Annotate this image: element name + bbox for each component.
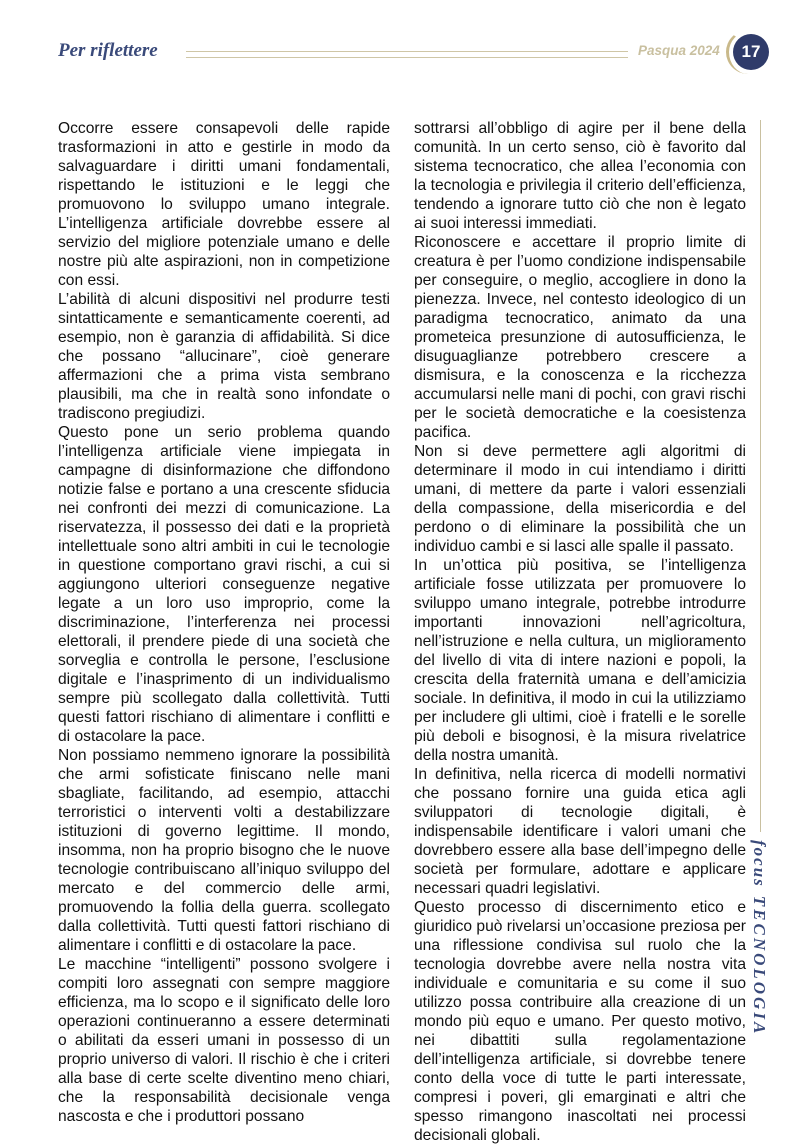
paragraph: Non possiamo nemmeno ignorare la possibilità che armi sofisticate finiscano nelle mani sbagliate, facilitando, ad esempio, attacchi terroristici o interventi volti a destabilizzare istituzioni di governo legittime. Il mondo, insomma, non ha proprio bisogno che le nuove tecnologie contribuiscano all’iniquo sviluppo del mercato e del commercio delle armi, promuovendo la follia della guerra. scollegato dalla collettività. Tutti questi fattori rischiano di alimentare i conflitti e di ostacolare la pace. [58, 747, 390, 954]
paragraph: L’abilità di alcuni dispositivi nel produrre testi sintatticamente e semanticamente coerenti, ad esempio, non è garanzia di affidabilità. Si dice che possano “allucinare”, cioè generare affermazioni che a prima vista sembrano plausibili, ma che in realtà sono infondate o tradiscono pregiudizi. [58, 291, 390, 422]
right-column [414, 119, 746, 1145]
side-rule [760, 120, 761, 832]
side-label-topic: TECNOLOGIA [750, 895, 769, 1037]
paragraph: In definitiva, nella ricerca di modelli normativi che possano fornire una guida etica agli sviluppatori di tecnologie digitali, è indispensabile identificare i valori umani che dovrebbero essere alla base dell’impegno delle società per formulare, adottare e applicare necessari quadri legislativi. [414, 766, 746, 897]
paragraph: Le macchine “intelligenti” possono svolgere i compiti loro assegnati con sempre maggiore efficienza, ma lo scopo e il significato delle loro operazioni continueranno a essere determinati o abilitati da esseri umani in possesso di un proprio universo di valori. Il rischio è che i criteri alla base di certe scelte diventino meno chiari, che la responsabilità decisionale venga nascosta e che i produttori possano [58, 956, 390, 1125]
side-label [743, 840, 773, 1080]
side-label-focus: focus [750, 840, 769, 888]
paragraph: Riconoscere e accettare il proprio limite di creatura è per l’uomo condizione indispensabile per conseguire, o meglio, accogliere in dono la pienezza. Invece, nel contesto ideologico di un paradigma tecnocratico, animato da una prometeica presunzione di autosufficienza, le disuguaglianze potrebbero crescere a dismisura, e la conoscenza e la ricchezza accumularsi nelle mani di pochi, con gravi rischi per le società democratiche e la coesistenza pacifica. [414, 234, 746, 441]
paragraph: sottrarsi all’obbligo di agire per il bene della comunità. In un certo senso, ciò è favorito dal sistema tecnocratico, che allea l’economia con la tecnologia e privilegia il criterio dell’efficienza, tendendo a ignorare tutto ciò che non è legato ai suoi interessi immediati. [414, 120, 746, 232]
paragraph: In un’ottica più positiva, se l’intelligenza artificiale fosse utilizzata per promuovere lo sviluppo umano integrale, potrebbe introdurre importanti innovazioni nell’agricoltura, nell’istruzione e nella cultura, un miglioramento del livello di vita di intere nazioni e popoli, la crescita della fraternità umana e dell’amicizia sociale. In definitiva, il modo in cui la utilizziamo per includere gli ultimi, cioè i fratelli e le sorelle più deboli e bisognosi, è la misura rivelatrice della nostra umanità. [414, 557, 746, 764]
page-number: 17 [741, 42, 761, 61]
left-column [58, 119, 390, 1126]
section-title: Per riflettere [58, 40, 158, 61]
paragraph: Questo pone un serio problema quando l’intelligenza artificiale viene impiegata in campagne di disinformazione che diffondono notizie false e portano a una crescente sfiducia nei confronti dei mezzi di comunicazione. La riservatezza, il possesso dei dati e la proprietà intellettuale sono altri ambiti in cui le tecnologie in questione comportano gravi rischi, a cui si aggiungono ulteriori conseguenze negative legate a un loro uso improprio, come la discriminazione, l’interferenza nei processi elettorali, il prendere piede di una società che sorveglia e controlla le persone, l’esclusione digitale e l’inasprimento di un individualismo sempre più scollegato dalla collettività. Tutti questi fattori rischiano di alimentare i conflitti e di ostacolare la pace. [58, 424, 390, 745]
side-label-text [749, 840, 769, 1036]
header-divider [186, 51, 628, 58]
paragraph: Non si deve permettere agli algoritmi di determinare il modo in cui intendiamo i diritti umani, di mettere da parte i valori essenziali della compassione, della misericordia e del perdono o di eliminare la possibilità che un individuo cambi e si lasci alle spalle il passato. [414, 443, 746, 555]
paragraph: Occorre essere consapevoli delle rapide trasformazioni in atto e gestirle in modo da salvaguardare i diritti umani fondamentali, rispettando le istituzioni e le leggi che promuovono lo sviluppo umano integrale. L’intelligenza artificiale dovrebbe essere al servizio del migliore potenziale umano e delle nostre più alte aspirazioni, non in competizione con essi. [58, 120, 390, 289]
paragraph: Questo processo di discernimento etico e giuridico può rivelarsi un’occasione preziosa per una riflessione condivisa sul ruolo che la tecnologia dovrebbe avere nella nostra vita individuale e comunitaria e su come il suo utilizzo possa contribuire alla creazione di un mondo più equo e umano. Per questo motivo, nei dibattiti sulla regolamentazione dell’intelligenza artificiale, si dovrebbe tenere conto della voce di tutte le parti interessate, compresi i poveri, gli emarginati e altri che spesso rimangono inascoltati nei processi decisionali globali. [414, 899, 746, 1144]
issue-label: Pasqua 2024 [638, 43, 720, 58]
